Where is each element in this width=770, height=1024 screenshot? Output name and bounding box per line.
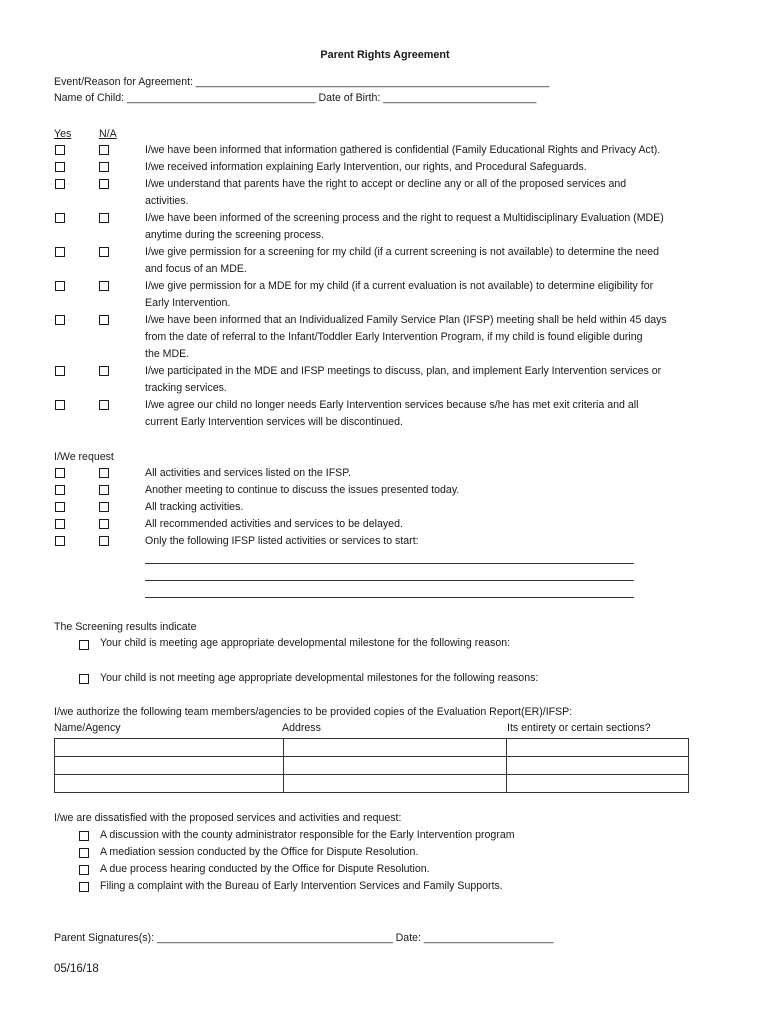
table-cell-name[interactable] [55, 757, 284, 775]
dispute-option-checkbox[interactable] [79, 865, 89, 875]
request-text: Only the following IFSP listed activities or services to start: [145, 535, 419, 547]
yes-column-header: Yes [54, 128, 72, 140]
statement-text: I/we have been informed of the screening process and the right to request a Multidisciplinary Evaluation (MDE) [145, 212, 664, 224]
request-text: All recommended activities and services to be delayed. [145, 518, 403, 530]
yes-checkbox[interactable] [55, 145, 65, 155]
request-header: I/We request [54, 451, 114, 463]
na-column-header: N/A [99, 128, 117, 140]
na-checkbox[interactable] [99, 145, 109, 155]
table-cell-sections[interactable] [507, 757, 689, 775]
statement-text: Early Intervention. [145, 297, 231, 309]
dispute-option-text: A due process hearing conducted by the Office for Dispute Resolution. [100, 863, 430, 875]
table-cell-name[interactable] [55, 775, 284, 793]
statement-text: the MDE. [145, 348, 190, 360]
statement-text: current Early Intervention services will be discontinued. [145, 416, 403, 428]
na-checkbox[interactable] [99, 213, 109, 223]
table-row [55, 739, 689, 757]
yes-checkbox[interactable] [55, 468, 65, 478]
dispute-option-checkbox[interactable] [79, 831, 89, 841]
table-cell-name[interactable] [55, 739, 284, 757]
statement-text: activities. [145, 195, 189, 207]
statement-text: I/we have been informed that an Individualized Family Service Plan (IFSP) meeting shall be held within 45 days [145, 314, 667, 326]
dissatisfied-text: I/we are dissatisfied with the proposed services and activities and request: [54, 812, 402, 824]
yes-checkbox[interactable] [55, 536, 65, 546]
screening-meeting-checkbox[interactable] [79, 640, 89, 650]
yes-checkbox[interactable] [55, 502, 65, 512]
dispute-option-text: A discussion with the county administrator responsible for the Early Intervention program [100, 829, 515, 841]
signature-date-field[interactable]: Parent Signatures(s): ________________________________________ Date: ______________________ [54, 932, 554, 944]
table-cell-address[interactable] [284, 739, 507, 757]
request-text: All activities and services listed on the IFSP. [145, 467, 351, 479]
request-text: Another meeting to continue to discuss the issues presented today. [145, 484, 460, 496]
na-checkbox[interactable] [99, 536, 109, 546]
dispute-option-text: Filing a complaint with the Bureau of Early Intervention Services and Family Supports. [100, 880, 503, 892]
yes-checkbox[interactable] [55, 485, 65, 495]
yes-checkbox[interactable] [55, 366, 65, 376]
table-row [55, 757, 689, 775]
table-header-name-agency: Name/Agency [54, 722, 121, 734]
table-cell-address[interactable] [284, 775, 507, 793]
na-checkbox[interactable] [99, 485, 109, 495]
child-name-dob-field[interactable]: Name of Child: ________________________________ Date of Birth: __________________________ [54, 92, 537, 104]
na-checkbox[interactable] [99, 519, 109, 529]
services-blank-line[interactable] [145, 580, 634, 581]
na-checkbox[interactable] [99, 468, 109, 478]
na-checkbox[interactable] [99, 315, 109, 325]
yes-checkbox[interactable] [55, 400, 65, 410]
statement-text: tracking services. [145, 382, 227, 394]
statement-text: and focus of an MDE. [145, 263, 247, 275]
screening-not-meeting-checkbox[interactable] [79, 674, 89, 684]
authorize-text: I/we authorize the following team members/agencies to be provided copies of the Evaluation Report(ER)/IFSP: [54, 706, 573, 718]
table-cell-sections[interactable] [507, 775, 689, 793]
services-blank-line[interactable] [145, 597, 634, 598]
screening-meeting-text: Your child is meeting age appropriate developmental milestone for the following reason: [100, 637, 511, 649]
yes-checkbox[interactable] [55, 247, 65, 257]
yes-checkbox[interactable] [55, 179, 65, 189]
screening-header: The Screening results indicate [54, 621, 197, 633]
na-checkbox[interactable] [99, 502, 109, 512]
statement-text: I/we give permission for a MDE for my child (if a current evaluation is not available) to determine eligibility for [145, 280, 654, 292]
statement-text: I/we participated in the MDE and IFSP meetings to discuss, plan, and implement Early Intervention services or [145, 365, 662, 377]
yes-checkbox[interactable] [55, 162, 65, 172]
table-cell-address[interactable] [284, 757, 507, 775]
na-checkbox[interactable] [99, 247, 109, 257]
table-row [55, 775, 689, 793]
statement-text: anytime during the screening process. [145, 229, 325, 241]
form-revision-date: 05/16/18 [54, 963, 99, 975]
statement-text: I/we give permission for a screening for my child (if a current screening is not available) to determine the need [145, 246, 660, 258]
yes-checkbox[interactable] [55, 519, 65, 529]
na-checkbox[interactable] [99, 162, 109, 172]
request-text: All tracking activities. [145, 501, 244, 513]
table-cell-sections[interactable] [507, 739, 689, 757]
table-header-sections: Its entirety or certain sections? [507, 722, 651, 734]
screening-not-meeting-text: Your child is not meeting age appropriate developmental milestones for the following reasons: [100, 672, 539, 684]
na-checkbox[interactable] [99, 179, 109, 189]
yes-checkbox[interactable] [55, 315, 65, 325]
na-checkbox[interactable] [99, 281, 109, 291]
yes-checkbox[interactable] [55, 213, 65, 223]
dispute-option-text: A mediation session conducted by the Office for Dispute Resolution. [100, 846, 419, 858]
statement-text: I/we understand that parents have the right to accept or decline any or all of the proposed services and [145, 178, 627, 190]
na-checkbox[interactable] [99, 400, 109, 410]
services-blank-line[interactable] [145, 563, 634, 564]
na-checkbox[interactable] [99, 366, 109, 376]
yes-checkbox[interactable] [55, 281, 65, 291]
dispute-option-checkbox[interactable] [79, 848, 89, 858]
statement-text: I/we received information explaining Early Intervention, our rights, and Procedural Safeguards. [145, 161, 587, 173]
page-title: Parent Rights Agreement [320, 49, 450, 61]
table-header-address: Address [282, 722, 321, 734]
statement-text: I/we agree our child no longer needs Early Intervention services because s/he has met exit criteria and all [145, 399, 639, 411]
statement-text: I/we have been informed that information gathered is confidential (Family Educational Rights and Privacy Act). [145, 144, 661, 156]
agency-table [54, 738, 689, 793]
statement-text: from the date of referral to the Infant/Toddler Early Intervention Program, if my child is found eligible during [145, 331, 643, 343]
dispute-option-checkbox[interactable] [79, 882, 89, 892]
event-reason-field[interactable]: Event/Reason for Agreement: ____________________________________________________________ [54, 76, 550, 88]
